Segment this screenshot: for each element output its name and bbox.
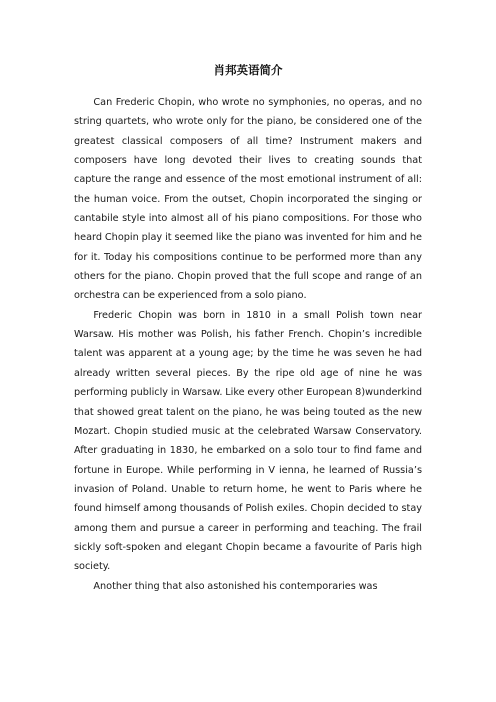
document-title: 肖邦英语简介 xyxy=(213,63,283,77)
paragraph-2: Frederic Chopin was born in 1810 in a small Polish town near Warsaw. His mother was Polish, his father French. Chopin’s incredible talent was apparent at a young age; by the time he was seven he had already written several pieces. By the ripe old age of nine he was performing publicly in Warsaw. Like every other European 8)wunderkind that showed great talent on the piano, he was being touted as the new Mozart. Chopin studied music at the celebrated Warsaw Conservatory. After graduating in 1830, he embarked on a solo tour to find fame and fortune in Europe. While performing in V ienna, he learned of Russia’s invasion of Poland. Unable to return home, he went to Paris where he found himself among thousands of Polish exiles. Chopin decided to stay among them and pursue a career in performing and teaching. The frail sickly soft-spoken and elegant Chopin became a favourite of Paris high society. xyxy=(74,309,422,573)
paragraph-3: Another thing that also astonished his contemporaries was xyxy=(93,580,378,592)
document-body xyxy=(74,93,422,596)
paragraph-1: Can Frederic Chopin, who wrote no symphonies, no operas, and no string quartets, who wrote only for the piano, be considered one of the greatest classical composers of all time? Instrument makers and composers have long devoted their lives to creating sounds that capture the range and essence of the most emotional instrument of all: the human voice. From the outset, Chopin incorporated the singing or cantabile style into almost all of his piano compositions. For those who heard Chopin play it seemed like the piano was invented for him and he for it. Today his compositions continue to be performed more than any others for the piano. Chopin proved that the full scope and range of an orchestra can be experienced from a solo piano. xyxy=(74,97,422,302)
